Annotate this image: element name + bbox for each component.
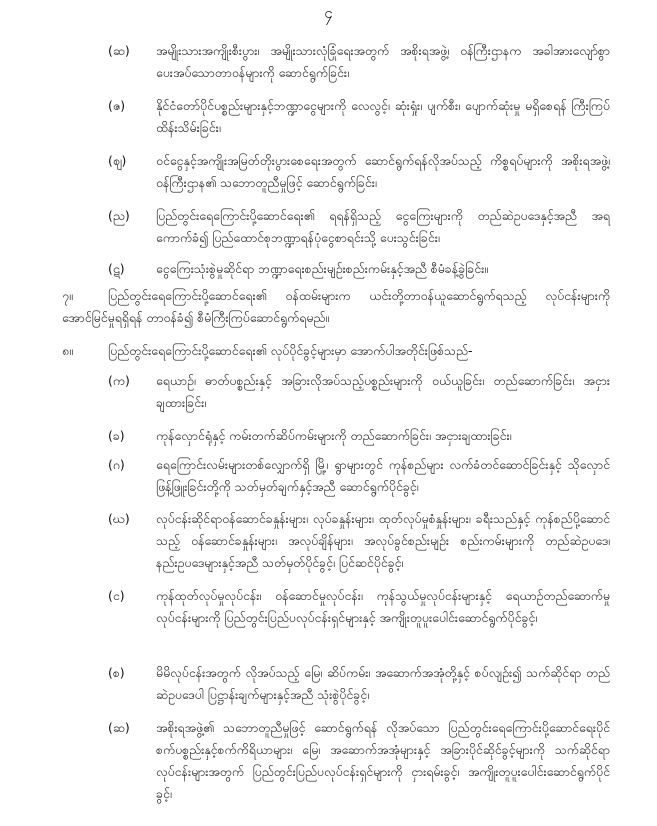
item-text: ပြည်တွင်းရေကြောင်းပို့ဆောင်ရေး၏ ရရန်ရှိသည့် ငွေကြေးများကို တည်ဆဲဥပဒေနှင့်အညီ အရကောက်ခံ၍ ပြည်ထောင်စုဘဏ္ဍာရန်ပုံငွေစာရင်းသို့ ပေးသွင်းခြင်း၊ [156,208,610,245]
list-item [108,258,610,280]
item-text: နိုင်ငံတော်ပိုင်ပစ္စည်းများနှင့်ဘဏ္ဍာငွေများကို လေလွင့်၊ ဆုံးရှုံး၊ ပျက်စီး၊ ပျောက်ဆုံးမှု မရှိစေရန် ကြီးကြပ်ထိန်းသိမ်းခြင်း၊ [156,98,610,135]
item-label: (ဆ) [108,43,130,58]
item-text: လုပ်ငန်းဆိုင်ရာဝန်ဆောင်ခနှုန်းများ၊ လုပ်ခနှုန်းများ၊ ထုတ်လုပ်မှုစံနှုန်းများ၊ ခရီးသည်နှင့် ကုန်စည်ပို့ဆောင်သည့် ဝန်ဆောင်ခနှုန်းများ၊ အလုပ်ချိန်များ၊ အလုပ်ခွင်စည်းမျဉ်း စည်းကမ်းများကို တည်ဆဲဥပဒေ၊ နည်းဥပဒေများနှင့်အညီ သတ်မှတ်ပိုင်ခွင့်၊ ပြင်ဆင်ပိုင်ခွင့်၊ [156,511,610,570]
item-label: (ဂ) [108,457,125,472]
section-8 [62,340,610,362]
page-number: ၄ [324,4,333,22]
list-item [108,370,610,414]
item-text: အစိုးရအဖွဲ့၏ သဘောတူညီမှုဖြင့် ဆောင်ရွက်ရန် လိုအပ်သော ပြည်တွင်းရေကြောင်းပို့ဆောင်ရေးပိုင် စက်ပစ္စည်းနှင့်စက်ကိရိယာများ၊ မြေ၊ အဆောက်အအုံများနှင့် အခြားပိုင်ဆိုင်ခွင့်များကို သက်ဆိုင်ရာလုပ်ငန်းများအတွက် ပြည်တွင်းပြည်ပလုပ်ငန်းရှင်များကို ငှားရမ်းခွင့်၊ အကျိုးတူပူးပေါင်းဆောင်ရွက်ပိုင်ခွင့်၊ [156,720,610,801]
section-number: ၇။ [62,288,73,303]
list-item [108,425,610,447]
list-item [108,205,610,249]
list-item [108,454,610,498]
item-text: အမျိုးသားအကျိုးစီးပွား၊ အမျိုးသားလုံခြုံရေးအတွက် အစိုးရအဖွဲ့၊ ဝန်ကြီးဌာနက အခါအားလျော်စွာ ပေးအပ်သောတာဝန်များကို ဆောင်ရွက်ခြင်း၊ [156,43,610,80]
item-label: (င) [108,588,125,603]
item-text: မိမိလုပ်ငန်းအတွက် လိုအပ်သည့် မြေ၊ ဆိပ်ကမ်း၊ အဆောက်အအုံတို့နှင့် စပ်လျဉ်း၍ သက်ဆိုင်ရာ တည်ဆဲဥပဒေပါ ပြဋ္ဌာန်းချက်များနှင့်အညီ သုံးစွဲပိုင်ခွင့်၊ [156,665,610,702]
item-label: (စ) [108,665,125,680]
section-7 [62,285,610,329]
item-text: ဝင်ငွေနှင့်အကျိုးအမြတ်တိုးပွားစေရေးအတွက် ဆောင်ရွက်ရန်လိုအပ်သည့် ကိစ္စရပ်များကို အစိုးရအဖွဲ့၊ ဝန်ကြီးဌာန၏ သဘောတူညီမှုဖြင့် ဆောင်ရွက်ခြင်း၊ [156,153,610,190]
list-item [108,508,610,574]
item-label: (ဋ) [108,261,125,276]
section-number: ၈။ [62,343,73,358]
list-item [108,662,610,706]
item-text: ကုန်လှောင်ရုံနှင့် ကမ်းတက်ဆိပ်ကမ်းများကို တည်ဆောက်ခြင်း၊ အငှားချထားခြင်း၊ [156,428,512,443]
item-text: ရေယာဉ်၊ ဓာတ်ပစ္စည်းနှင့် အခြားလိုအပ်သည့်ပစ္စည်းများကို ဝယ်ယူခြင်း၊ တည်ဆောက်ခြင်း၊ အငှားချထားခြင်း၊ [156,373,610,410]
item-label: (ည) [108,208,130,223]
item-text: ရေကြောင်းလမ်းများတစ်လျှောက်ရှိ မြို့၊ ရွာများတွင် ကုန်စည်များ လက်ခံတင်ဆောင်ခြင်းနှင့် သိုလှောင်ဖြန့်ဖြူးခြင်းတို့ကို သတ်မှတ်ချက်နှင့်အညီ ဆောင်ရွက်ပိုင်ခွင့်၊ [156,457,610,494]
item-text: ကုန်ထုတ်လုပ်မှုလုပ်ငန်း၊ ဝန်ဆောင်မှုလုပ်ငန်း၊ ကုန်သွယ်မှုလုပ်ငန်းများနှင့် ရေယာဉ်တည်ဆောက်မှုလုပ်ငန်းများကို ပြည်တွင်းပြည်ပလုပ်ငန်းရှင်များနှင့် အကျိုးတူပူးပေါင်းဆောင်ရွက်ပိုင်ခွင့်၊ [156,588,610,625]
list-item [108,717,610,805]
section-text: ပြည်တွင်းရေကြောင်းပို့ဆောင်ရေး၏ ဝန်ထမ်းများက ယင်းတို့တာဝန်ယူဆောင်ရွက်ရသည့် လုပ်ငန်းများကို အောင်မြင်မှုရရှိရန် တာဝန်ခံ၍ စီမံကြီးကြပ်ဆောင်ရွက်ရမည်။ [62,288,610,325]
item-label: (ဃ) [108,511,130,526]
list-item [108,585,610,651]
item-label: (ဈ) [108,153,127,168]
list-item [108,95,610,139]
list-item [108,150,610,194]
item-text: ငွေကြေးသုံးစွဲမှုဆိုင်ရာ ဘဏ္ဍာရေးစည်းမျဉ်းစည်းကမ်းနှင့်အညီ စီမံခန့်ခွဲခြင်း။ [156,261,488,276]
item-label: (က) [108,373,130,388]
item-label: (ဇ) [108,98,126,113]
item-label: (ဆ) [108,720,130,735]
item-label: (ခ) [108,428,125,443]
section-text: ပြည်တွင်းရေကြောင်းပို့ဆောင်ရေး၏ လုပ်ပိုင်ခွင့်များမှာ အောက်ပါအတိုင်းဖြစ်သည်- [108,343,473,358]
list-item [108,40,610,84]
